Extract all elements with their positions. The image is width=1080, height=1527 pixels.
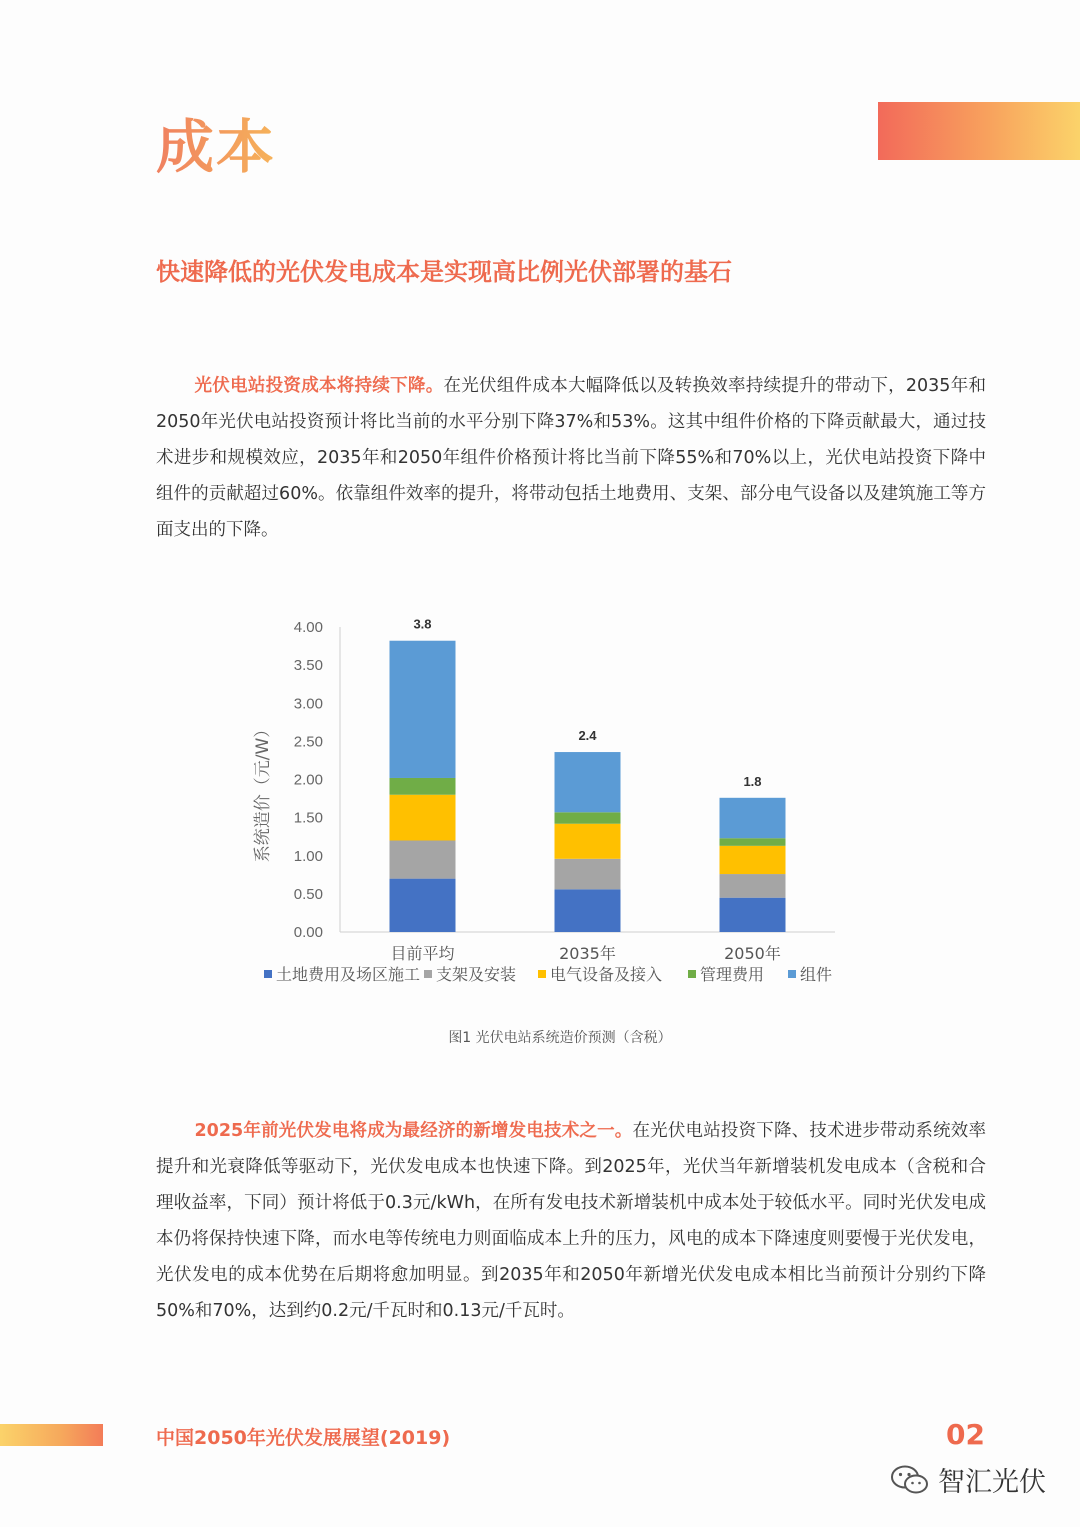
chart-caption: 图1 光伏电站系统造价预测（含税） bbox=[448, 1030, 672, 1046]
y-tick-label: 0.00 bbox=[293, 924, 323, 941]
y-tick-label: 1.00 bbox=[293, 847, 323, 865]
legend-label: 管理费用 bbox=[700, 965, 765, 984]
legend-swatch bbox=[788, 970, 796, 978]
paragraph-1 bbox=[156, 368, 986, 548]
bar-total-label: 2.4 bbox=[578, 728, 597, 744]
y-axis-label: 系统造价（元/W） bbox=[253, 720, 273, 863]
legend-label: 土地费用及场区施工 bbox=[276, 965, 421, 984]
cost-chart bbox=[240, 600, 880, 1010]
y-tick-label: 4.00 bbox=[293, 619, 323, 636]
legend-swatch bbox=[538, 970, 546, 978]
bar-segment bbox=[390, 641, 456, 778]
bar-segment bbox=[720, 838, 786, 846]
bar-segment bbox=[720, 874, 786, 898]
x-tick-label: 目前平均 bbox=[390, 944, 455, 963]
wechat-icon bbox=[890, 1464, 930, 1496]
x-tick-label: 2050年 bbox=[724, 944, 781, 963]
bar-total-label: 1.8 bbox=[743, 773, 762, 789]
paragraph-2 bbox=[156, 1113, 986, 1329]
y-tick-label: 2.00 bbox=[293, 771, 323, 789]
bar-segment bbox=[555, 752, 621, 812]
bar-segment bbox=[720, 898, 786, 932]
bar-segment bbox=[555, 824, 621, 859]
legend-label: 组件 bbox=[800, 965, 833, 984]
section-subtitle: 快速降低的光伏发电成本是实现高比例光伏部署的基石 bbox=[156, 258, 732, 286]
x-tick-label: 2035年 bbox=[559, 944, 616, 963]
paragraph-body: 在光伏组件成本大幅降低以及转换效率持续提升的带动下，2035年和2050年光伏电站投资预计将比当前的水平分别下降37%和53%。这其中组件价格的下降贡献最大，通过技术进步和规模效应，2035年和2050年组件价格预计将比当前下降55%和70%以上，光伏电站投资下降中组件的贡献超过60%。依靠组件效率的提升，将带动包括土地费用、支架、部分电气设备以及建筑施工等方面支出的下降。 bbox=[156, 376, 986, 540]
paragraph-body: 在光伏电站投资下降、技术进步带动系统效率提升和光衰降低等驱动下，光伏发电成本也快速下降。到2025年，光伏当年新增装机发电成本（含税和合理收益率，下同）预计将低于0.3元/kWh，在所有发电技术新增装机中成本处于较低水平。同时光伏发电成本仍将保持快速下降，而水电等传统电力则面临成本上升的压力，风电的成本下降速度则要慢于光伏发电，光伏发电的成本优势在后期将愈加明显。到2035年和2050年新增光伏发电成本相比当前预计分别约下降50%和70%，达到约0.2元/千瓦时和0.13元/千瓦时。 bbox=[156, 1121, 986, 1321]
bar-total-label: 3.8 bbox=[413, 616, 432, 632]
paragraph-lead: 光伏电站投资成本将持续下降。 bbox=[194, 376, 444, 396]
bar-segment bbox=[555, 812, 621, 823]
paragraph-lead: 2025年前光伏发电将成为最经济的新增发电技术之一。 bbox=[194, 1121, 633, 1141]
legend-swatch bbox=[688, 970, 696, 978]
bar-segment bbox=[555, 889, 621, 932]
legend-swatch bbox=[424, 970, 432, 978]
bar-segment bbox=[390, 841, 456, 879]
legend-swatch bbox=[264, 970, 272, 978]
bar-segment bbox=[390, 778, 456, 795]
bar-segment bbox=[390, 879, 456, 932]
y-tick-label: 3.50 bbox=[293, 657, 323, 675]
bar-segment bbox=[720, 798, 786, 838]
bar-segment bbox=[555, 859, 621, 890]
watermark bbox=[890, 1460, 1046, 1499]
footer-accent-bar bbox=[0, 1424, 103, 1446]
y-tick-label: 0.50 bbox=[293, 885, 323, 903]
legend-label: 支架及安装 bbox=[436, 965, 517, 984]
legend-label: 电气设备及接入 bbox=[550, 965, 663, 984]
watermark-text: 智汇光伏 bbox=[938, 1467, 1046, 1498]
bar-segment bbox=[720, 846, 786, 874]
y-tick-label: 2.50 bbox=[293, 733, 323, 751]
y-tick-label: 3.00 bbox=[293, 695, 323, 713]
header-accent-bar bbox=[878, 102, 1080, 160]
page-title: 成本 bbox=[156, 100, 276, 184]
bar-segment bbox=[390, 795, 456, 841]
footer-title: 中国2050年光伏发展展望(2019) bbox=[156, 1427, 451, 1449]
y-tick-label: 1.50 bbox=[293, 809, 323, 827]
page-number: 02 bbox=[946, 1418, 985, 1451]
